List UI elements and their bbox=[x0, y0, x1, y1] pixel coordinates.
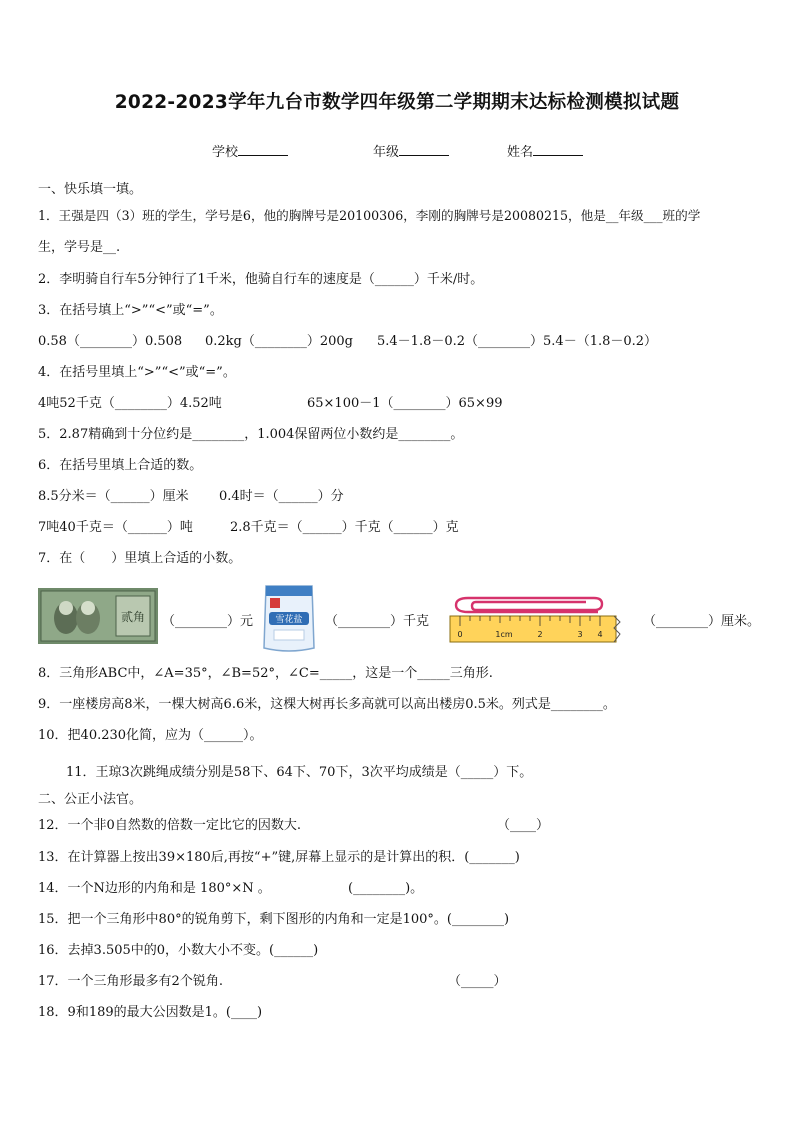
name-label: 姓名 bbox=[507, 145, 534, 160]
question-6d: 2.8千克＝（______）千克（______）克 bbox=[230, 520, 459, 535]
question-12: 12．一个非0自然数的倍数一定比它的因数大. bbox=[38, 818, 301, 833]
question-5: 5．2.87精确到十分位约是________，1.004保留两位小数约是________。 bbox=[38, 427, 464, 442]
section-2-heading: 二、公正小法官。 bbox=[38, 792, 143, 807]
question-3b: 0.2kg（________）200g bbox=[205, 334, 354, 349]
question-12-answer-blank[interactable]: （____） bbox=[497, 818, 550, 833]
question-14: 14．一个N边形的内角和是 180°×N 。 bbox=[38, 881, 271, 896]
ruler-label-0: 0 bbox=[457, 630, 463, 639]
question-6a: 8.5分米＝（______）厘米 bbox=[38, 489, 189, 504]
section-1-heading: 一、快乐填一填。 bbox=[38, 182, 143, 197]
salt-bag-image bbox=[260, 582, 318, 654]
question-7b: （________）千克 bbox=[325, 614, 430, 629]
salt-bag-label: 雪花盐 bbox=[275, 615, 303, 625]
question-8: 8．三角形ABC中，∠A=35°，∠B=52°，∠C=_____，这是一个_____三角形. bbox=[38, 666, 493, 681]
question-7: 7．在（ ）里填上合适的小数。 bbox=[38, 551, 242, 566]
banknote-image bbox=[38, 588, 158, 644]
question-6b: 0.4时＝（______）分 bbox=[219, 489, 344, 504]
question-16: 16．去掉3.505中的0，小数大小不变。(______) bbox=[38, 943, 319, 958]
question-6: 6．在括号里填上合适的数。 bbox=[38, 458, 203, 473]
question-18: 18．9和189的最大公因数是1。(____) bbox=[38, 1005, 263, 1020]
question-17: 17．一个三角形最多有2个锐角. bbox=[38, 974, 223, 989]
question-1-line-2: 生，学号是__. bbox=[38, 240, 121, 255]
question-9: 9．一座楼房高8米，一棵大树高6.6米，这棵大树再长多高就可以高出楼房0.5米。列式是________。 bbox=[38, 697, 616, 712]
question-4: 4．在括号里填上“>”“<”或“=”。 bbox=[38, 365, 236, 380]
question-11: 11．王琼3次跳绳成绩分别是58下、64下、70下，3次平均成绩是（_____）下。 bbox=[66, 765, 533, 780]
question-7a: （________）元 bbox=[162, 614, 254, 629]
question-2: 2．李明骑自行车5分钟行了1千米，他骑自行车的速度是（______）千米/时。 bbox=[38, 272, 484, 287]
ruler-label-4: 4 bbox=[597, 630, 603, 639]
grade-field[interactable] bbox=[373, 141, 449, 160]
page-title: 2022-2023学年九台市数学四年级第二学期期末达标检测模拟试题 bbox=[114, 92, 680, 113]
school-label: 学校 bbox=[212, 145, 239, 160]
question-14-answer-blank[interactable]: (________)。 bbox=[348, 881, 424, 896]
question-1-line-1: 1．王强是四（3）班的学生，学号是6，他的胸牌号是20100306，李刚的胸牌号是20080215，他是__年级___班的学 bbox=[38, 208, 701, 223]
question-6c: 7吨40千克＝（______）吨 bbox=[38, 520, 193, 535]
question-4a: 4吨52千克（________）4.52吨 bbox=[38, 396, 222, 411]
name-field[interactable] bbox=[507, 141, 583, 160]
ruler-label-3: 3 bbox=[577, 630, 583, 639]
banknote-denomination: 贰角 bbox=[120, 610, 146, 624]
question-7c: （________）厘米。 bbox=[643, 614, 761, 629]
grade-label: 年级 bbox=[373, 145, 400, 160]
school-field[interactable] bbox=[212, 141, 288, 160]
question-4b: 65×100－1（________）65×99 bbox=[307, 396, 503, 411]
ruler-label-1: 1cm bbox=[495, 630, 513, 639]
question-15: 15．把一个三角形中80°的锐角剪下，剩下图形的内角和一定是100°。(________) bbox=[38, 912, 510, 927]
question-3a: 0.58（________）0.508 bbox=[38, 334, 183, 349]
question-3c: 5.4－1.8－0.2（________）5.4－（1.8－0.2） bbox=[377, 334, 658, 349]
question-13: 13．在计算器上按出39×180后,再按“+”键,屏幕上显示的是计算出的积．(_______) bbox=[38, 850, 520, 865]
question-17-answer-blank[interactable]: （_____） bbox=[448, 974, 507, 989]
question-10: 10．把40.230化简，应为（______）。 bbox=[38, 728, 263, 743]
question-7-figures bbox=[38, 582, 761, 652]
ruler-label-2: 2 bbox=[537, 630, 543, 639]
question-3: 3．在括号填上“>”“<”或“=”。 bbox=[38, 303, 223, 318]
ruler-with-paperclip-image bbox=[446, 592, 626, 644]
